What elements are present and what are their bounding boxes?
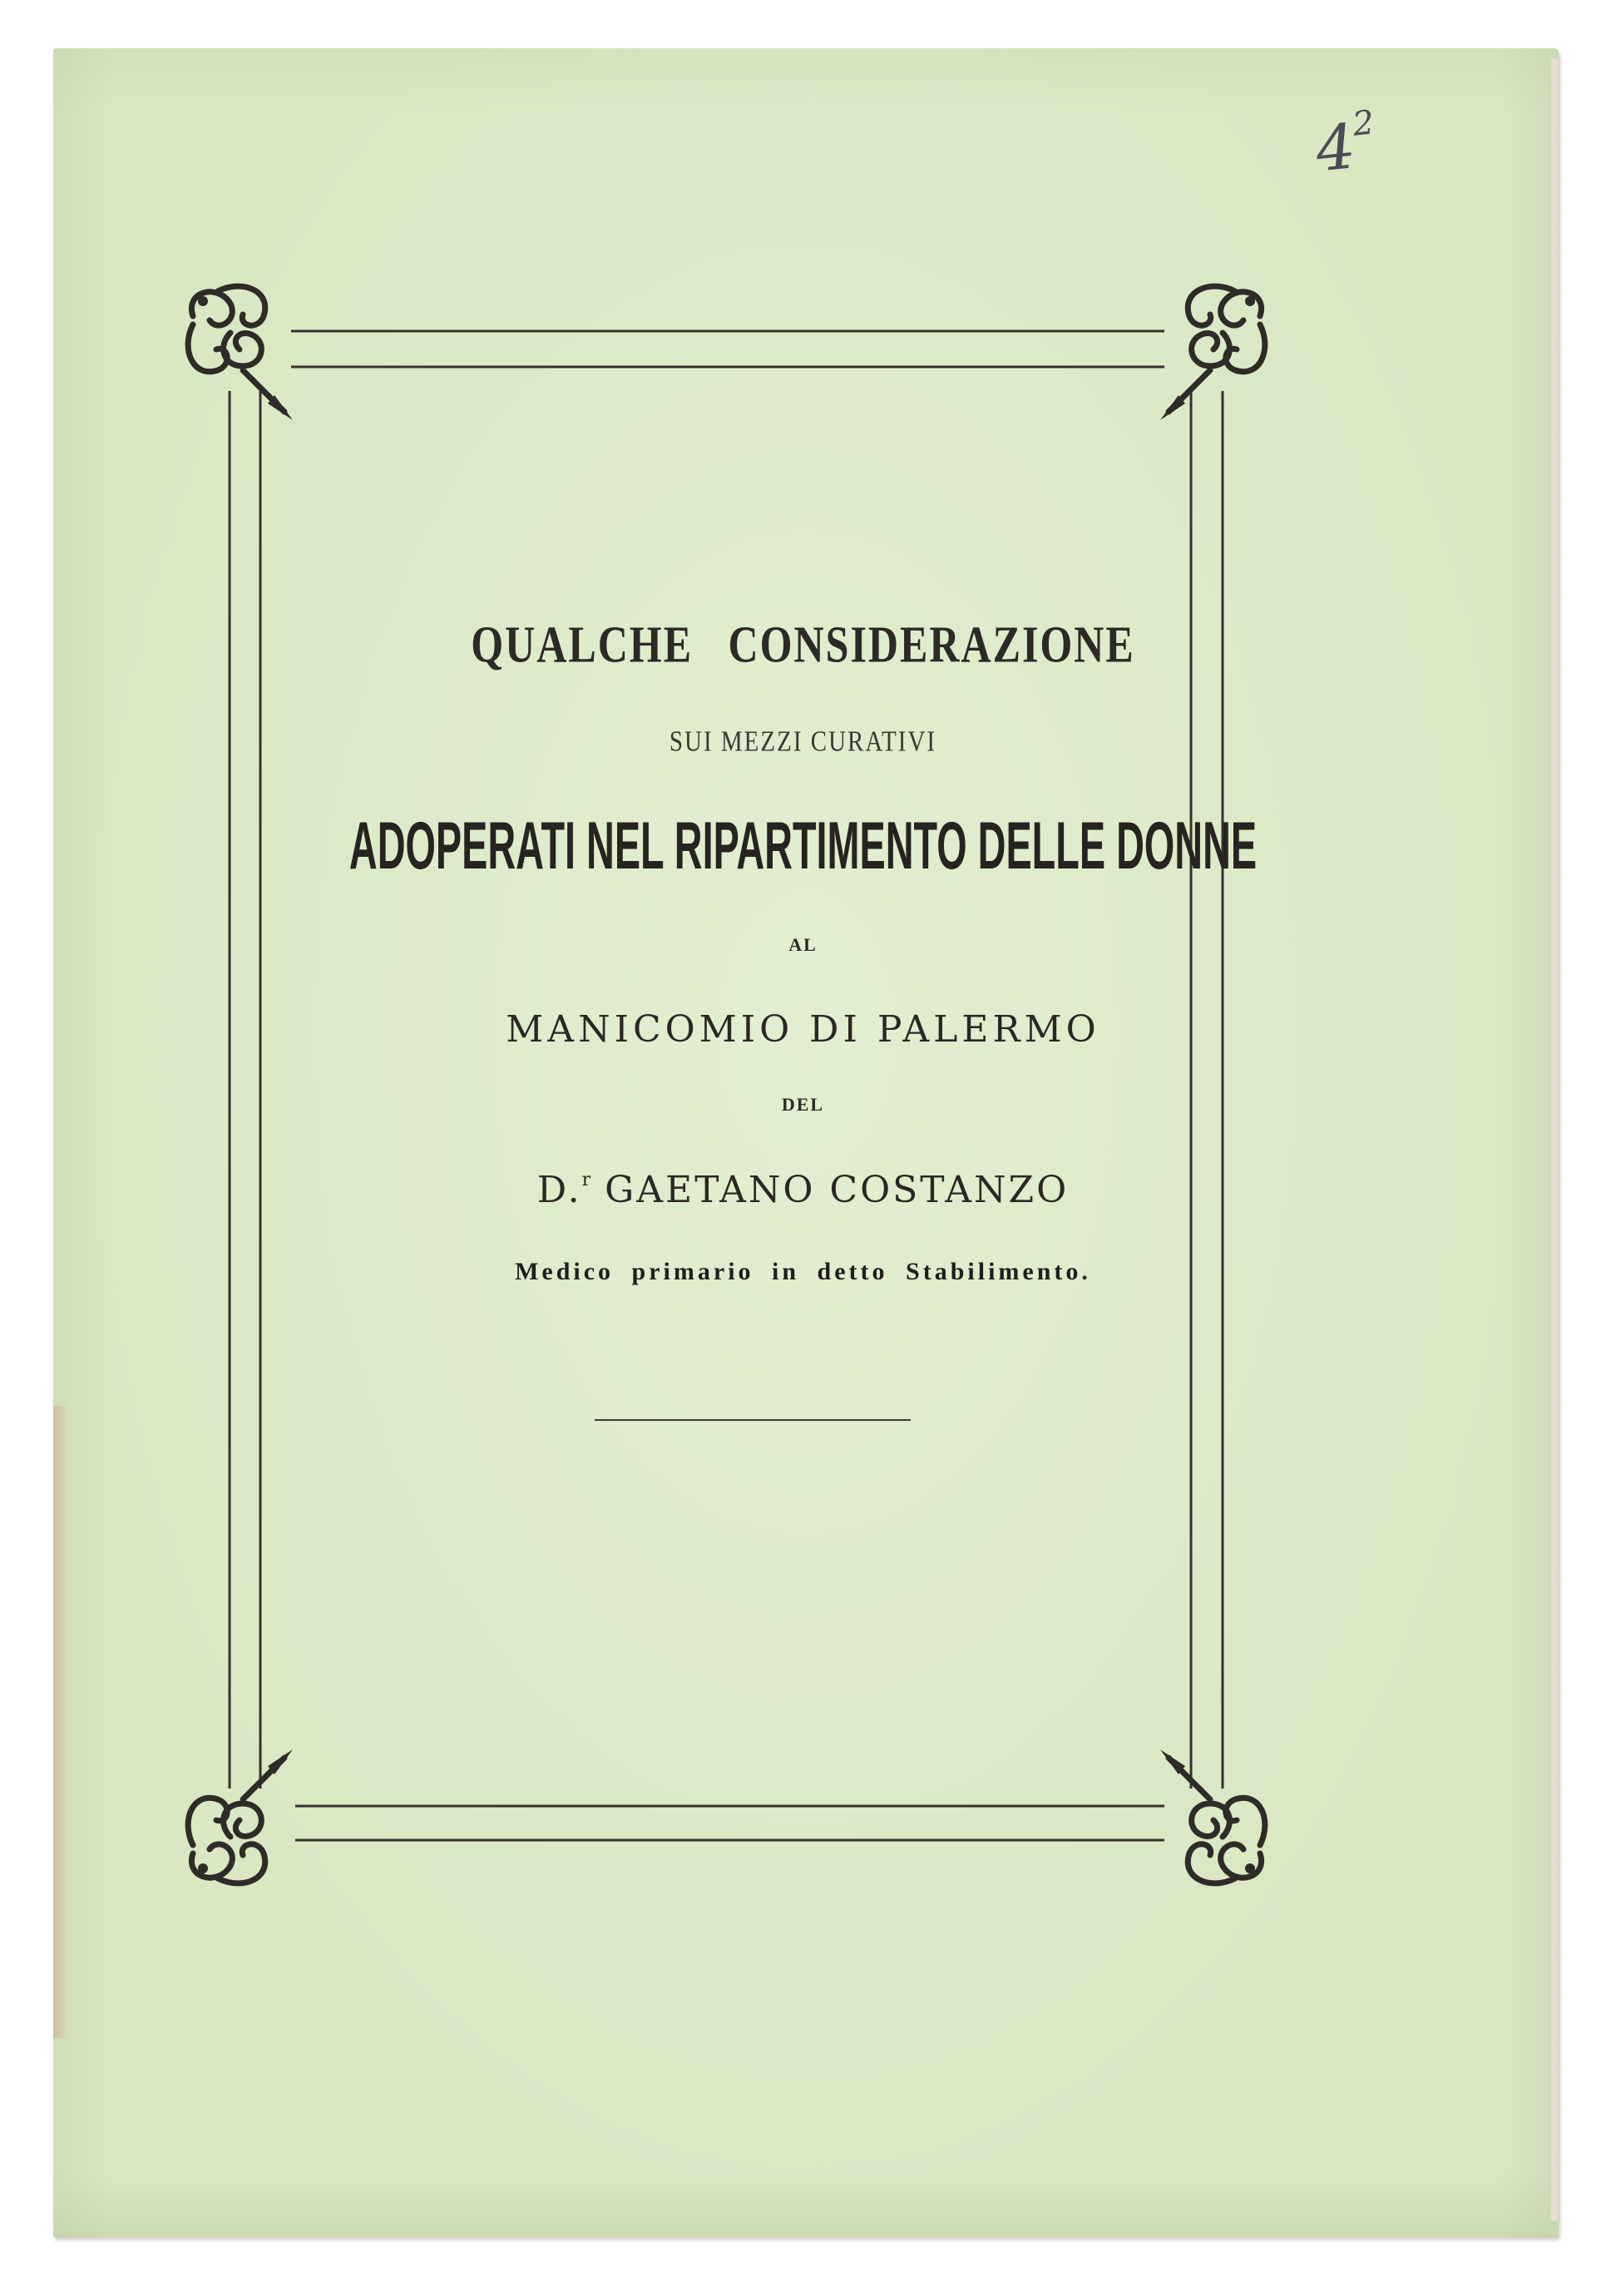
corner-ornament-top-left [188, 286, 293, 420]
main-title: ADOPERATI NEL RIPARTIMENTO DELLE DONNE [348, 808, 1258, 883]
author-name: GAETANO COSTANZO [591, 1169, 1070, 1211]
author-line [0, 1169, 1606, 1211]
divider-rule [595, 1419, 911, 1421]
corner-ornament-bottom-left [188, 1749, 293, 1883]
title-line-2: SUI MEZZI CURATIVI [669, 725, 937, 759]
handwritten-note-superscript: 2 [1351, 103, 1376, 144]
author-role: Medico primario in detto Stabilimento. [515, 1258, 1091, 1285]
title-line-1: QUALCHE CONSIDERAZIONE [471, 615, 1135, 673]
corner-ornament-top-right [1160, 286, 1265, 420]
title-line-al: AL [788, 934, 818, 955]
author-prefix: D. [536, 1169, 582, 1211]
handwritten-note-number: 4 [1312, 111, 1359, 186]
corner-ornament-bottom-right [1160, 1749, 1265, 1883]
title-line-del: DEL [781, 1094, 825, 1115]
author-prefix-superscript: r [581, 1170, 591, 1190]
institution-name: MANICOMIO DI PALERMO [506, 1008, 1100, 1051]
handwritten-pencil-note [1312, 103, 1380, 186]
